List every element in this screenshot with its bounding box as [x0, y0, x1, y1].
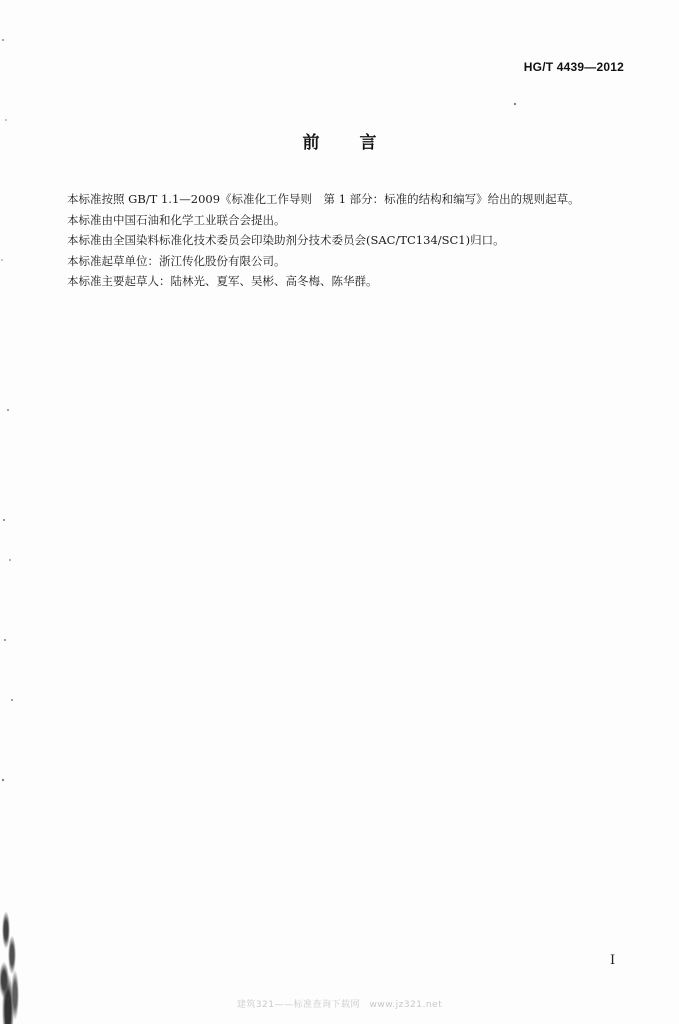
- paragraph-drafting-unit: 本标准起草单位：浙江传化股份有限公司。: [67, 253, 286, 268]
- foreword-body: [67, 189, 647, 292]
- paragraph-drafters: 本标准主要起草人：陆林光、夏军、吴彬、高冬梅、陈华群。: [67, 274, 378, 288]
- paragraph-proposer: 本标准由中国石油和化学工业联合会提出。: [67, 212, 286, 227]
- page-number: I: [610, 953, 616, 968]
- paragraph-drafting-rules: 本标准按照 GB/T 1.1—2009《标准化工作导则 第 1 部分：标准的结构和编写》给出的规则起草。: [67, 192, 580, 206]
- page-title: 前言: [302, 133, 417, 153]
- paragraph-jurisdiction: 本标准由全国染料标准化技术委员会印染助剂分技术委员会(SAC/TC134/SC1)归口。: [67, 233, 505, 247]
- scan-edge-noise: [0, 0, 22, 1024]
- scan-speck: [514, 103, 516, 105]
- standard-code: HG/T 4439—2012: [523, 60, 624, 74]
- watermark-text: 建筑321——标准查询下载网 www.jz321.net: [236, 1000, 443, 1010]
